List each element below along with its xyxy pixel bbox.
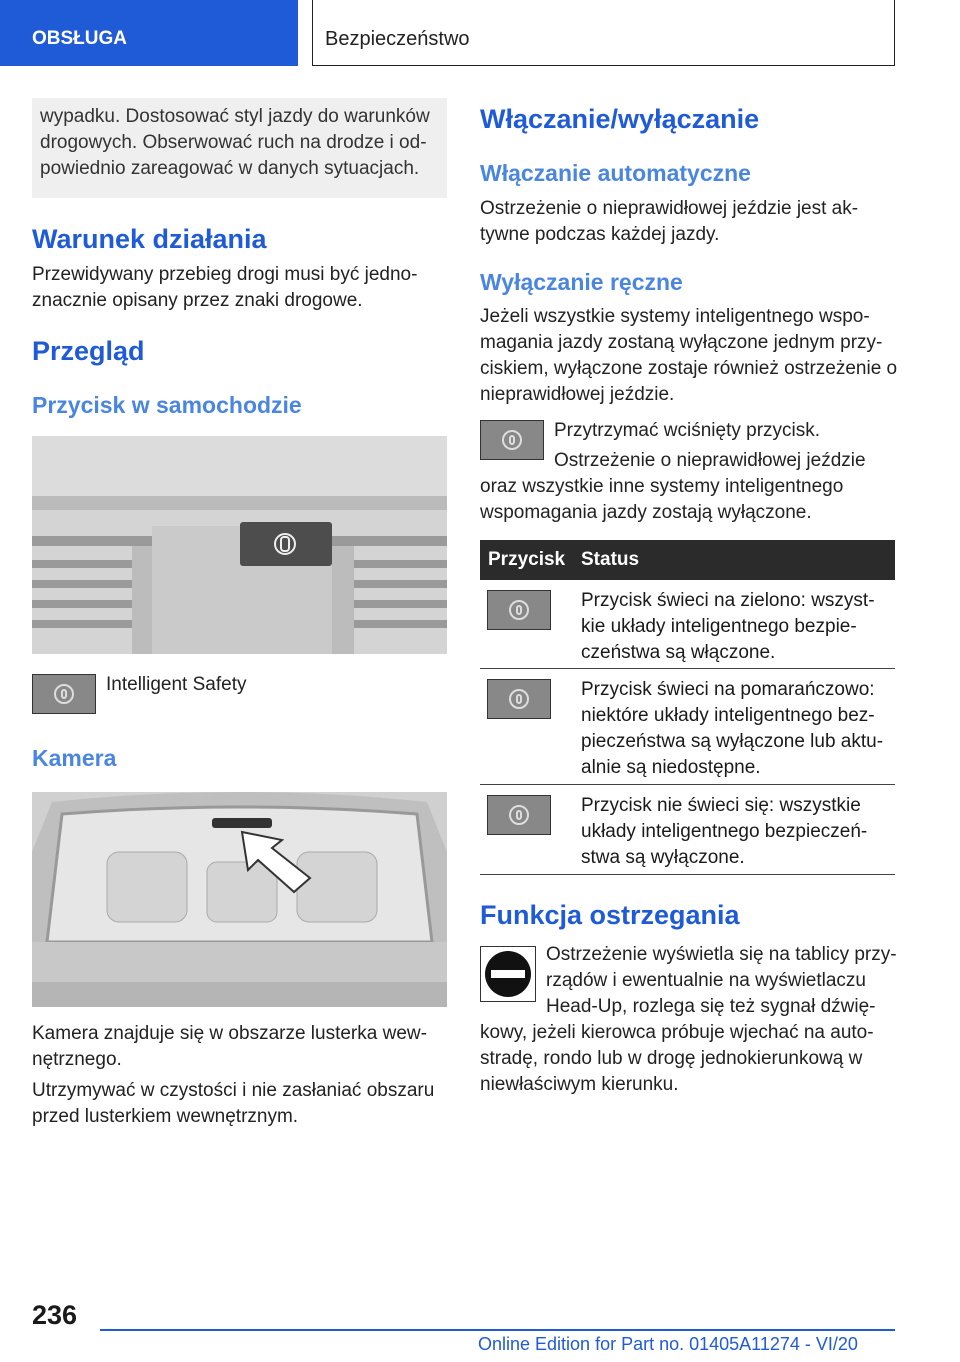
text-line: alnie są niedostępne.: [581, 757, 761, 778]
text-line: Utrzymywać w czystości i nie zasłaniać obszaru: [32, 1080, 435, 1101]
text-line: Head-Up, rozlega się też sygnał dźwię-: [546, 996, 876, 1017]
heading-automatyczne: Włączanie automatyczne: [480, 160, 751, 186]
text-line: Jeżeli wszystkie systemy inteligentnego wspo-: [480, 306, 870, 327]
reczne-text: [480, 304, 900, 408]
heading-funkcja: Funkcja ostrzegania: [480, 900, 740, 930]
text-line: Przycisk nie świeci się: wszystkie: [581, 795, 861, 816]
heading-kamera: Kamera: [32, 745, 117, 771]
text-line: Ostrzeżenie o nieprawidłowej jeździe jest ak-: [480, 198, 859, 219]
header-status: Status: [581, 549, 640, 570]
chapter-tab: [312, 0, 895, 66]
text-line: znacznie opisany przez znaki drogowe.: [32, 290, 363, 311]
note-line: drogowych. Obserwować ruch na drodze i od-: [40, 132, 427, 153]
section-label: OBSŁUGA: [32, 28, 127, 49]
table-row: [480, 580, 895, 669]
safety-button-icon: [480, 420, 544, 460]
kamera-text-2: [32, 1078, 452, 1130]
text-line: nętrznego.: [32, 1049, 122, 1070]
heading-przeglad: Przegląd: [32, 336, 145, 366]
row-text: [581, 793, 891, 871]
text-line: wspomagania jazdy zostają wyłączone.: [480, 502, 812, 523]
text-line: stwa są wyłączone.: [581, 847, 745, 868]
text-line: Przewidywany przebieg drogi musi być jedno-: [32, 264, 418, 285]
note-line: powiednio zareagować w danych sytuacjach.: [40, 158, 420, 179]
header-przycisk: Przycisk: [488, 549, 566, 570]
text-line: Przycisk świeci na pomarańczowo:: [581, 679, 875, 700]
text-line: stradę, rondo lub w drogę jednokierunkową w: [480, 1048, 863, 1069]
kamera-text: [32, 1021, 452, 1073]
button-off-icon: [487, 795, 551, 835]
funkcja-text: [480, 1020, 900, 1098]
status-table: [480, 540, 895, 875]
text-line: Kamera znajduje się w obszarze lusterka wew-: [32, 1023, 427, 1044]
text-line: przed lusterkiem wewnętrznym.: [32, 1106, 299, 1127]
row-text: [581, 588, 891, 666]
icon-caption: Intelligent Safety: [106, 674, 247, 695]
warunek-text: [32, 262, 452, 314]
text-line: kowy, jeżeli kierowca próbuje wjechać na auto-: [480, 1022, 874, 1043]
table-row: [480, 785, 895, 875]
text-line: tywne podczas każdej jazdy.: [480, 224, 720, 245]
text-line: Przycisk świeci na zielono: wszyst-: [581, 590, 875, 611]
heading-wlaczanie: Włączanie/wyłączanie: [480, 104, 760, 134]
text-line: czeństwa są włączone.: [581, 642, 776, 663]
text-line: Ostrzeżenie wyświetla się na tablicy przy-: [546, 944, 897, 965]
text-line: ciskiem, wyłączone zostaje również ostrzeżenie o: [480, 358, 898, 379]
text-line: pieczeństwa są wyłączone lub aktu-: [581, 731, 884, 752]
funkcja-side-text: [546, 942, 898, 1020]
chapter-label: Bezpieczeństwo: [325, 28, 470, 50]
camera-location-image: [32, 792, 447, 1007]
dashboard-button-image: [32, 436, 447, 654]
section-tab: [0, 0, 298, 66]
button-green-icon: [487, 590, 551, 630]
hold-text: Przytrzymać wciśnięty przycisk.: [554, 420, 821, 441]
text-line: niewłaściwym kierunku.: [480, 1074, 679, 1095]
text-line: oraz wszystkie inne systemy inteligentnego: [480, 476, 844, 497]
button-orange-icon: [487, 679, 551, 719]
intelligent-safety-button-icon: [32, 674, 96, 714]
row-text: [581, 677, 891, 781]
edition-text: Online Edition for Part no. 01405A11274 - VI/20: [478, 1334, 858, 1354]
heading-reczne: Wyłączanie ręczne: [480, 269, 683, 295]
no-entry-sign-icon: [480, 946, 536, 1002]
table-row: [480, 669, 895, 785]
hold-text-2: Ostrzeżenie o nieprawidłowej jeździe: [554, 450, 866, 471]
heading-warunek: Warunek działania: [32, 224, 267, 254]
note-line: wypadku. Dostosować styl jazdy do warunków: [40, 106, 430, 127]
text-line: niektóre układy inteligentnego bez-: [581, 705, 875, 726]
hold-text-3: [480, 474, 900, 526]
footer-rule: [100, 1329, 895, 1331]
text-line: magania jazdy zostaną wyłączone jednym przy-: [480, 332, 883, 353]
auto-text: [480, 196, 900, 248]
page-number: 236: [32, 1300, 78, 1330]
text-line: rządów i ewentualnie na wyświetlaczu: [546, 970, 866, 991]
text-line: nieprawidłowej jeździe.: [480, 384, 675, 405]
text-line: kie układy inteligentnego bezpie-: [581, 616, 857, 637]
text-line: układy inteligentnego bezpieczeń-: [581, 821, 868, 842]
table-header: [480, 540, 895, 580]
note-box: [32, 98, 447, 198]
heading-przycisk: Przycisk w samochodzie: [32, 392, 302, 418]
